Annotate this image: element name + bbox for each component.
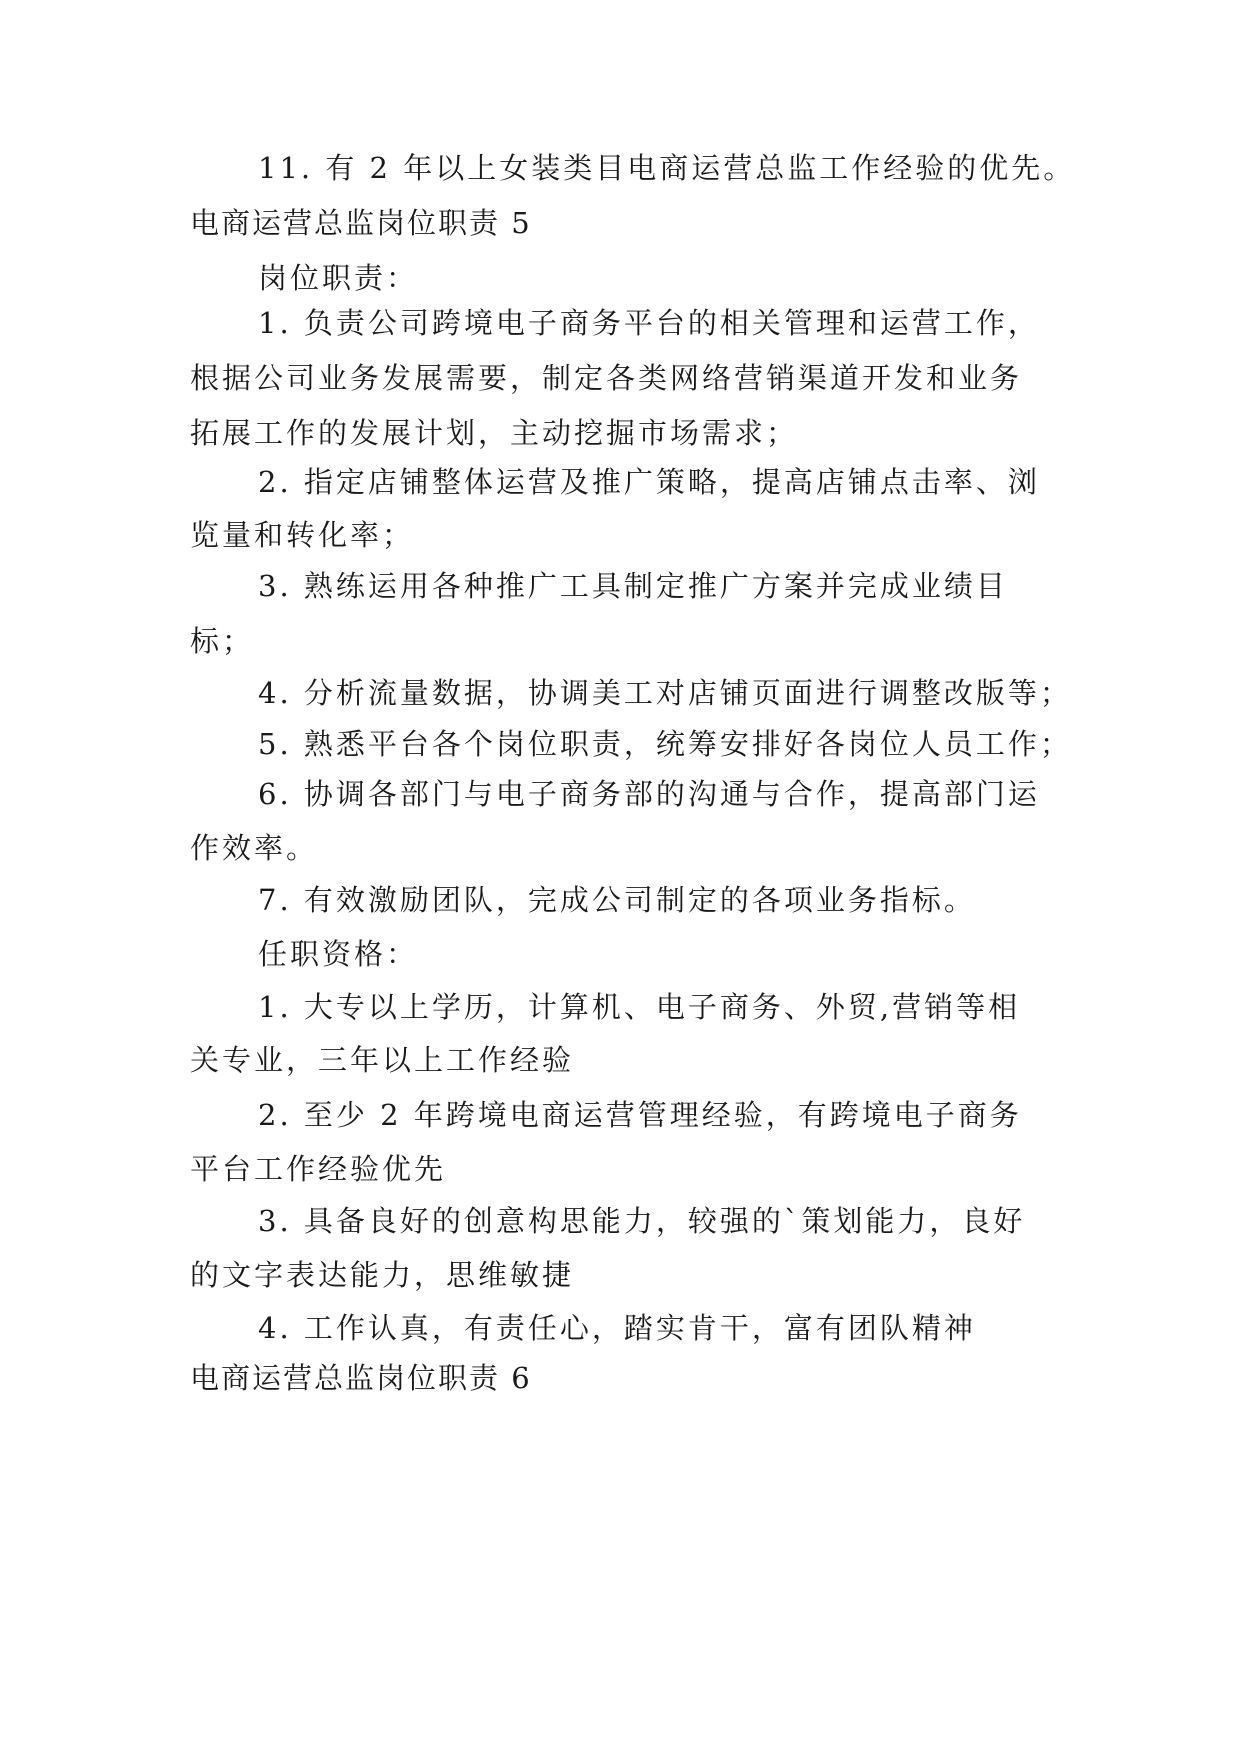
text-line: 1. 负责公司跨境电子商务平台的相关管理和运营工作， [258, 306, 1040, 340]
text-line: 平台工作经验优先 [190, 1152, 447, 1186]
text-line: 5. 熟悉平台各个岗位职责，统筹安排好各岗位人员工作； [258, 727, 1072, 761]
text-line: 的文字表达能力，思维敏捷 [190, 1258, 575, 1292]
text-line: 4. 分析流量数据，协调美工对店铺页面进行调整改版等； [258, 676, 1072, 710]
text-line: 标； [190, 624, 255, 658]
section-heading: 电商运营总监岗位职责 6 [190, 1361, 532, 1395]
text-line: 3. 具备良好的创意构思能力，较强的`策划能力，良好 [258, 1204, 1026, 1238]
text-line: 7. 有效激励团队，完成公司制定的各项业务指标。 [258, 883, 976, 917]
text-line: 根据公司业务发展需要，制定各类网络营销渠道开发和业务 [190, 361, 1023, 395]
section-heading: 电商运营总监岗位职责 5 [190, 206, 532, 240]
text-line: 2. 指定店铺整体运营及推广策略，提高店铺点击率、浏 [258, 465, 1040, 499]
subheading: 岗位职责： [258, 261, 419, 295]
text-line: 1. 大专以上学历，计算机、电子商务、外贸,营销等相 [258, 990, 1021, 1024]
text-line: 拓展工作的发展计划，主动挖掘市场需求； [190, 416, 799, 450]
text-line: 作效率。 [190, 831, 319, 865]
subheading: 任职资格： [258, 937, 419, 971]
text-line: 4. 工作认真，有责任心，踏实肯干，富有团队精神 [258, 1311, 976, 1345]
text-line: 6. 协调各部门与电子商务部的沟通与合作，提高部门运 [258, 777, 1040, 811]
text-line: 览量和转化率； [190, 518, 415, 552]
text-line: 11. 有 2 年以上女装类目电商运营总监工作经验的优先。 [258, 151, 1076, 185]
text-line: 2. 至少 2 年跨境电商运营管理经验，有跨境电子商务 [258, 1098, 1022, 1132]
text-line: 关专业，三年以上工作经验 [190, 1043, 575, 1077]
text-line: 3. 熟练运用各种推广工具制定推广方案并完成业绩目 [258, 569, 1008, 603]
